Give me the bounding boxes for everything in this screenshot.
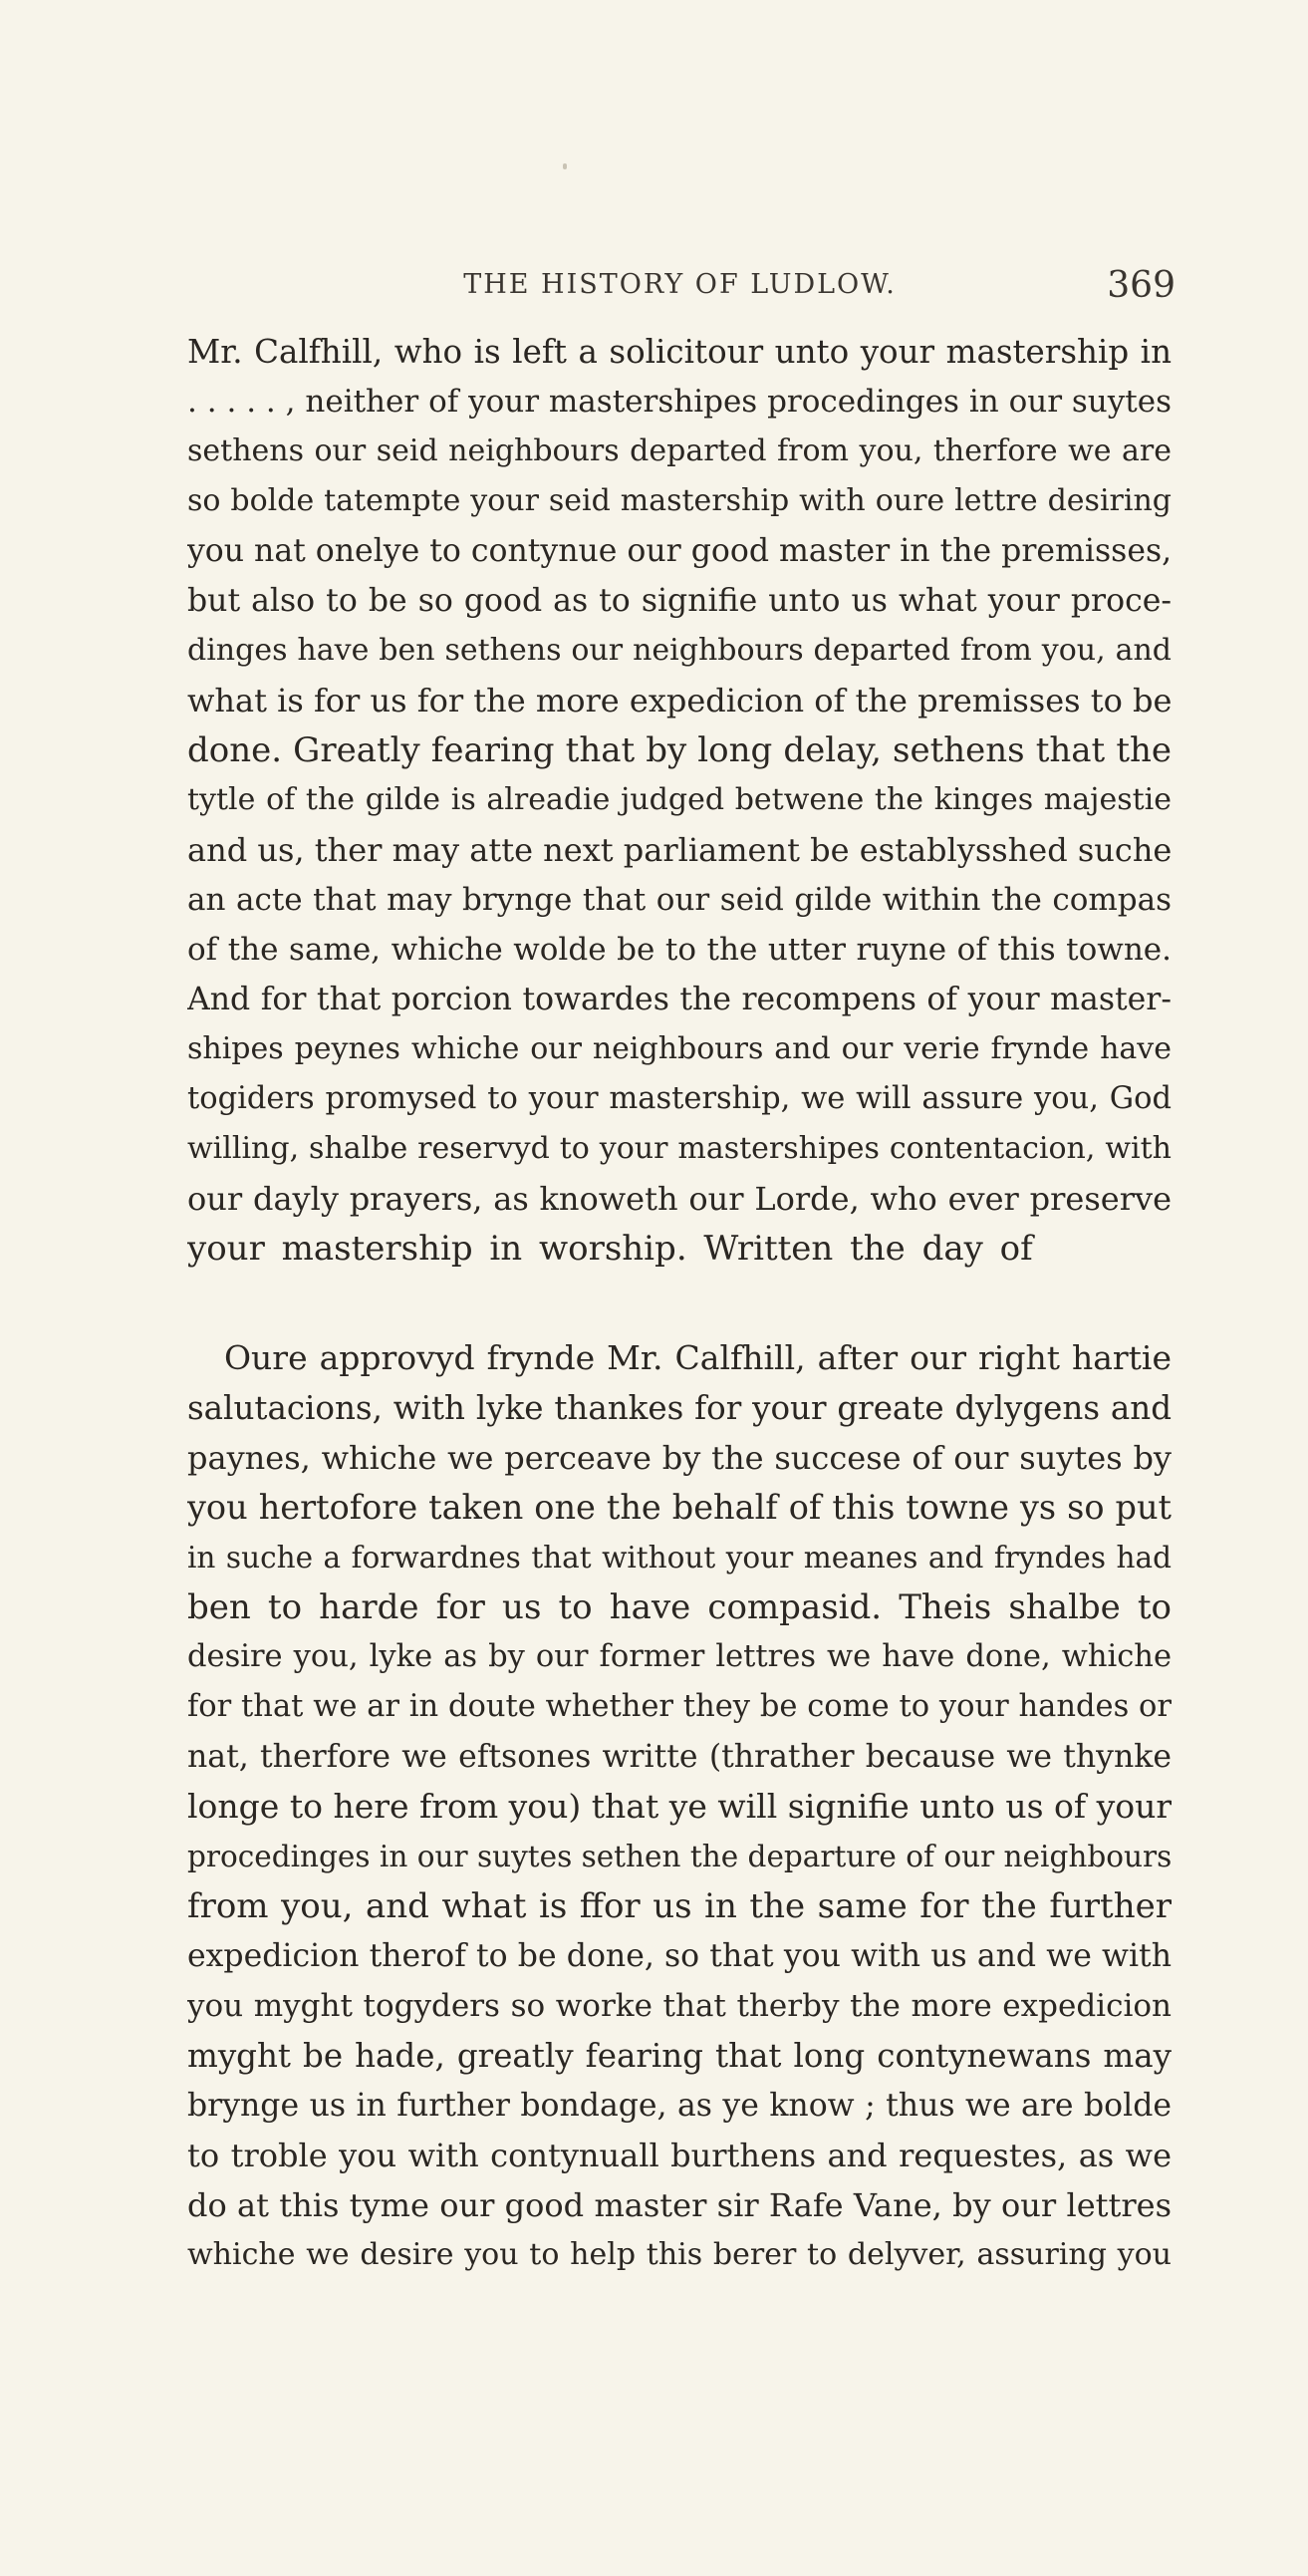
text-line: what is for us for the more expedicion of the premisses to be [187, 682, 1172, 719]
text-line: And for that porcion towardes the recompens of your master- [187, 982, 1172, 1017]
running-title: THE HISTORY OF LUDLOW. [463, 269, 897, 300]
text-line: willing, shalbe reservyd to your mastershipes contentacion, with [187, 1131, 1172, 1166]
text-line: togiders promysed to your mastership, we will assure you, God [187, 1081, 1172, 1116]
text-line: salutacions, with lyke thankes for your greate dylygens and [187, 1389, 1172, 1427]
text-line: for that we ar in doute whether they be come to your handes or [187, 1689, 1172, 1724]
text-line: you nat onelye to contynue our good master in the premisses, [187, 533, 1172, 569]
text-line: nat, therfore we eftsones writte (thrather because we thynke [187, 1739, 1172, 1775]
text-line: you hertofore taken one the behalf of this towne ys so put [187, 1488, 1172, 1527]
page-number: 369 [1107, 265, 1176, 306]
text-line: Oure approvyd frynde Mr. Calfhill, after our right hartie [224, 1338, 1172, 1377]
text-line: our dayly prayers, as knoweth our Lorde, who ever preserve [187, 1180, 1172, 1218]
text-line: paynes, whiche we perceave by the succese of our suytes by [187, 1439, 1172, 1477]
paper-speck [563, 163, 567, 169]
text-line: done. Greatly fearing that by long delay, sethens that the [187, 730, 1172, 770]
text-line: longe to here from you) that ye will signifie unto us of your [187, 1787, 1172, 1826]
text-line: dinges have ben sethens our neighbours departed from you, and [187, 633, 1172, 668]
text-line: sethens our seid neighbours departed from you, therfore we are [187, 433, 1172, 468]
text-line: shipes peynes whiche our neighbours and our verie frynde have [187, 1031, 1172, 1066]
text-line: but also to be so good as to signifie unto us what your proce- [187, 583, 1172, 619]
text-line: Mr. Calfhill, who is left a solicitour unto your mastership in [187, 333, 1172, 371]
text-line: from you, and what is ffor us in the same for the further [187, 1886, 1172, 1926]
text-line: of the same, whiche wolde be to the utter ruyne of this towne. [187, 932, 1172, 968]
text-line: in suche a forwardnes that without your meanes and fryndes had [187, 1541, 1172, 1574]
text-line: brynge us in further bondage, as ye know ; thus we are bolde [187, 2088, 1172, 2124]
text-line: an acte that may brynge that our seid gilde within the compas [187, 882, 1172, 918]
text-line: myght be hade, greatly fearing that long contynewans may [187, 2037, 1172, 2075]
text-line: tytle of the gilde is alreadie judged betwene the kinges majestie [187, 782, 1172, 817]
text-line: your mastership in worship. Written the day of [187, 1229, 1033, 1269]
text-line: desire you, lyke as by our former lettres we have done, whiche [187, 1639, 1172, 1674]
text-line: ben to harde for us to have compasid. Theis shalbe to [187, 1587, 1172, 1627]
text-line: whiche we desire you to help this berer to delyver, assuring you [187, 2237, 1172, 2272]
text-line: you myght togyders so worke that therby the more expedicion [187, 1988, 1172, 2024]
text-line: do at this tyme our good master sir Rafe Vane, by our lettres [187, 2186, 1172, 2224]
text-line: so bolde tatempte your seid mastership with oure lettre desiring [187, 483, 1172, 518]
text-line: and us, ther may atte next parliament be establysshed suche [187, 831, 1172, 869]
text-line: to troble you with contynuall burthens and requestes, as we [187, 2137, 1172, 2174]
text-line: procedinges in our suytes sethen the departure of our neighbours [187, 1840, 1172, 1873]
running-head [184, 265, 1176, 319]
text-line: expedicion therof to be done, so that you with us and we with [187, 1938, 1172, 1974]
text-line: . . . . . , neither of your mastershipes procedinges in our suytes [187, 384, 1172, 420]
